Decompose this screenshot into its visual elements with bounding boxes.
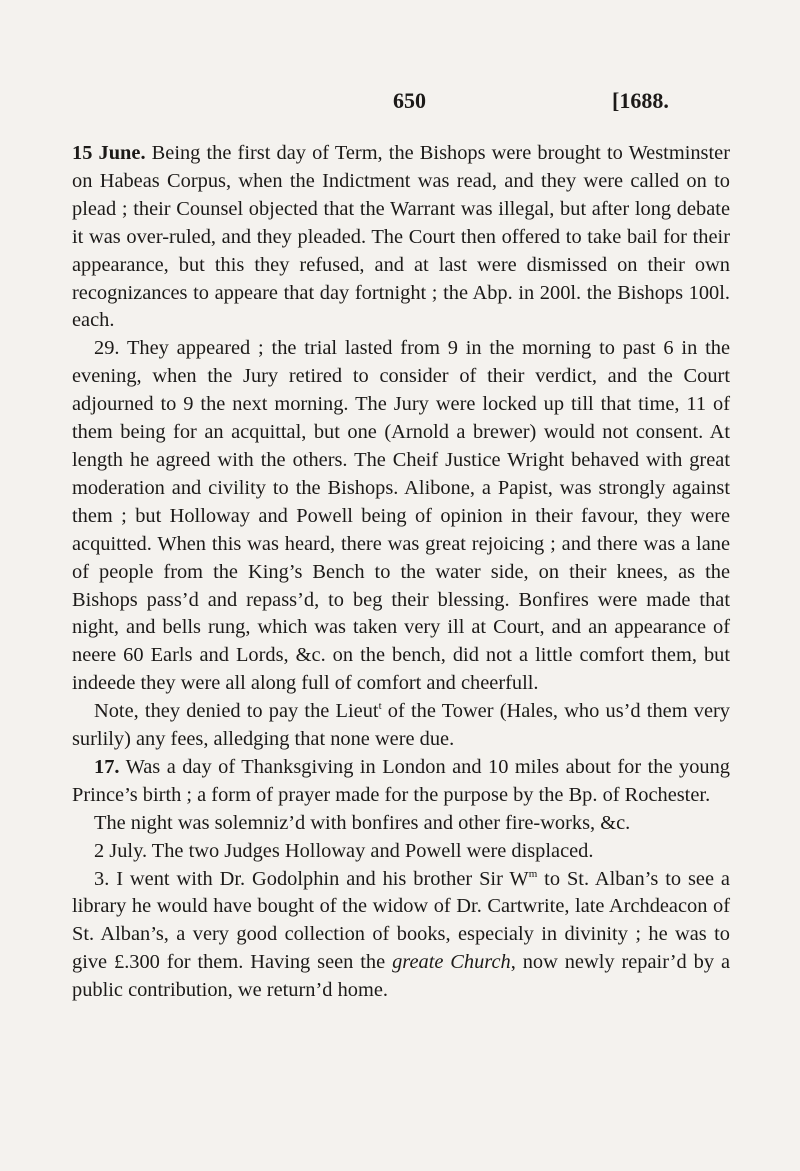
superscript: m: [528, 867, 538, 880]
entry-body: Being the first day of Term, the Bishops were brought to Westminster on Habeas Corpus, when the Indictment was read, and they were called on to plead ; their Counsel objected that the Warrant was illegal, but after long debate it was over-ruled, and they pleaded. The Court then offered to take bail for their appearance, but this they refused, and at last were dismissed on their own recognizances to appeare that day fortnight ; the Abp. in 200l. the Bishops 100l. each.: [72, 142, 730, 332]
entry-body-start: 3. I went with Dr. Godolphin and his brother Sir W: [94, 867, 529, 890]
entry-3-july: [72, 866, 730, 1006]
entry-body: The night was solemniz’d with bonfires and other fire-works, &c.: [94, 811, 631, 834]
entry-body-start: Note, they denied to pay the Lieut: [94, 700, 379, 723]
entry-date: 29.: [94, 337, 120, 360]
entry-body-middle: to St. Alban’s to see a library he would have bought of the widow of Dr. Cartwrite, late Archdeacon of St. Alban’s, a very good collection of books, especialy in divinity ; he was to give £.300 for them. Having seen the: [72, 867, 730, 974]
superscript: t: [378, 700, 382, 713]
entry-body-end: , now newly repair’d by a public contribution, we return’d home.: [72, 951, 730, 1002]
entry-29: [72, 335, 730, 698]
entry-15-june: [72, 140, 730, 335]
entry-body: Was a day of Thanksgiving in London and 10 miles about for the young Prince’s birth ; a form of prayer made for the purpose by the Bp. of Rochester.: [72, 755, 730, 806]
entry-note: [72, 698, 730, 754]
entry-date: 15 June.: [72, 142, 146, 164]
running-head: [0, 88, 800, 128]
diary-text: [72, 140, 730, 1005]
entry-2-july: [72, 838, 730, 866]
entry-17: [72, 754, 730, 810]
entry-body-end: of the Tower (Hales, who us’d them very surlily) any fees, alledging that none were due.: [72, 700, 730, 751]
entry-date: 17.: [94, 755, 120, 778]
year-marker: [1688.: [612, 88, 669, 113]
entry-body: They appeared ; the trial lasted from 9 in the morning to past 6 in the evening, when the Jury retired to consider of their verdict, and the Court adjourned to 9 the next morning. The Jury were locked up till that time, 11 of them being for an acquittal, but one (Arnold a brewer) would not consent. At length he agreed with the others. The Cheif Justice Wright behaved with great moderation and civility to the Bishops. Alibone, a Papist, was strongly against them ; but Holloway and Powell being of opinion in their favour, they were acquitted. When this was heard, there was great rejoicing ; and there was a lane of people from the King’s Bench to the water side, on their knees, as the Bishops pass’d and repass’d, to beg their blessing. Bonfires were made that night, and bells rung, which was taken very ill at Court, and an appearance of neere 60 Earls and Lords, &c. on the bench, did not a little comfort them, but indeede they were all along full of comfort and cheerfull.: [72, 337, 730, 695]
entry-body: 2 July. The two Judges Holloway and Powell were displaced.: [94, 839, 594, 862]
entry-night: [72, 810, 730, 838]
italic-phrase: greate Church: [392, 951, 511, 974]
page-number: 650: [393, 88, 426, 113]
